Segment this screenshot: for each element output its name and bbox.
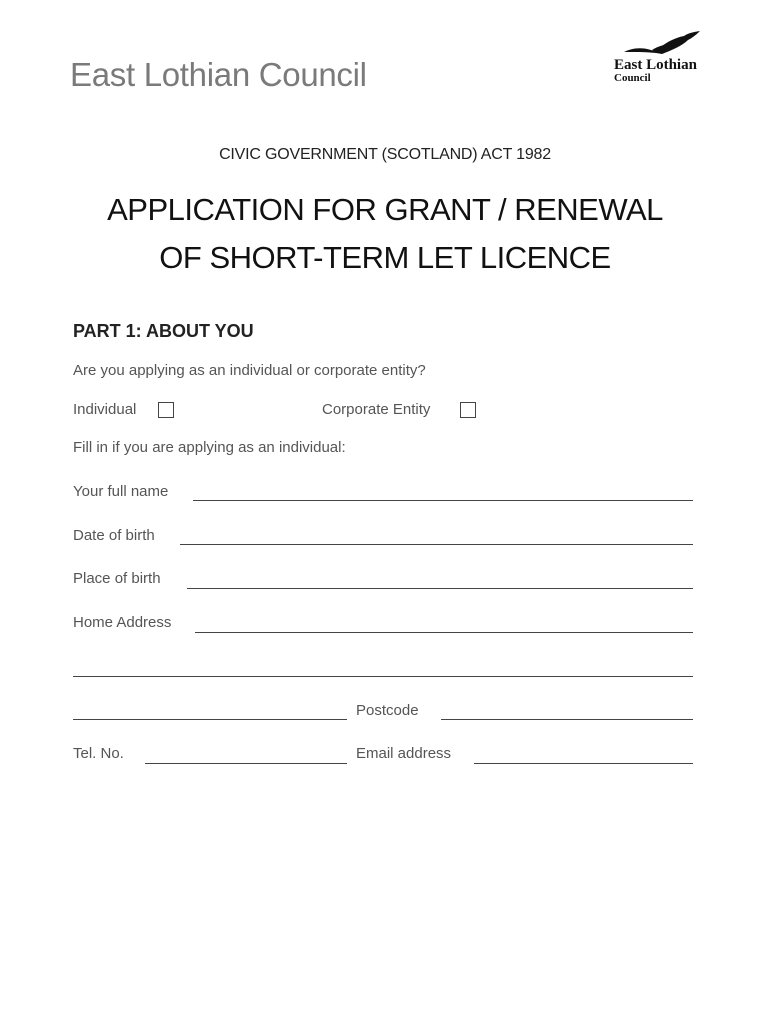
full-name-label: Your full name <box>73 483 169 500</box>
individual-label: Individual <box>73 401 137 418</box>
postcode-label: Postcode <box>356 702 419 719</box>
place-of-birth-field[interactable] <box>187 588 693 589</box>
form-title-line1: APPLICATION FOR GRANT / RENEWAL <box>107 192 663 227</box>
eagle-logo-icon <box>622 30 702 58</box>
home-address-field-line1[interactable] <box>195 632 693 633</box>
corporate-entity-label: Corporate Entity <box>322 401 431 418</box>
date-of-birth-label: Date of birth <box>73 527 155 544</box>
act-title: CIVIC GOVERNMENT (SCOTLAND) ACT 1982 <box>219 146 551 163</box>
home-address-field-line2[interactable] <box>73 676 693 677</box>
full-name-field[interactable] <box>193 500 693 501</box>
tel-no-field[interactable] <box>145 763 347 764</box>
place-of-birth-label: Place of birth <box>73 570 161 587</box>
home-address-label: Home Address <box>73 614 172 631</box>
home-address-field-line3[interactable] <box>73 719 347 720</box>
form-title-line2: OF SHORT-TERM LET LICENCE <box>159 240 611 275</box>
individual-checkbox[interactable] <box>158 402 174 418</box>
applicant-type-question: Are you applying as an individual or corporate entity? <box>73 362 426 379</box>
logo-text-council: Council <box>614 72 651 84</box>
corporate-entity-checkbox[interactable] <box>460 402 476 418</box>
email-address-field[interactable] <box>474 763 693 764</box>
postcode-field[interactable] <box>441 719 693 720</box>
form-title <box>0 186 770 282</box>
individual-instruction: Fill in if you are applying as an individual: <box>73 439 346 456</box>
council-logo <box>612 30 722 90</box>
date-of-birth-field[interactable] <box>180 544 693 545</box>
logo-text-east-lothian: East Lothian <box>614 57 697 73</box>
email-address-label: Email address <box>356 745 452 762</box>
part1-heading: PART 1: ABOUT YOU <box>73 321 254 341</box>
tel-no-label: Tel. No. <box>73 745 124 762</box>
council-name-heading: East Lothian Council <box>70 56 367 93</box>
